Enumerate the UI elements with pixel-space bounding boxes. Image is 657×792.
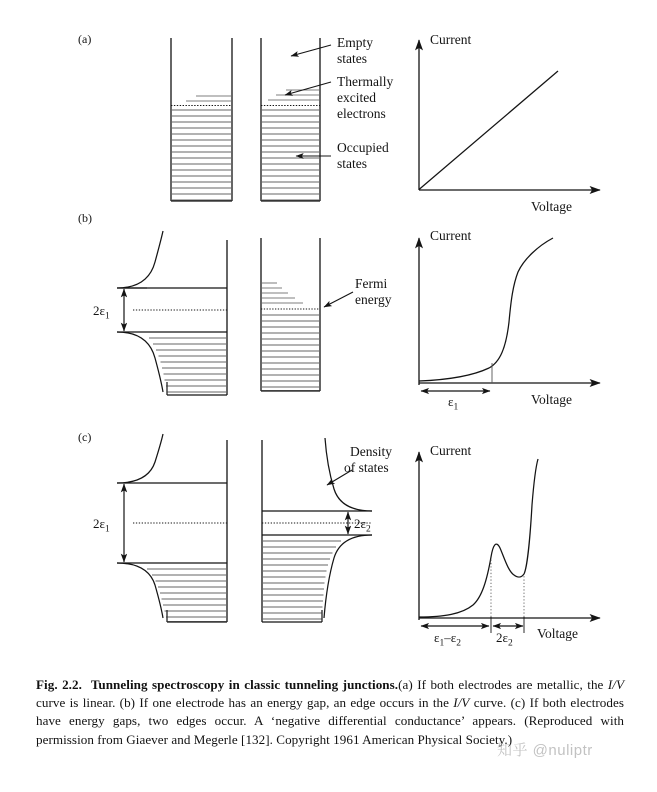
panel-b-left-lower-dos-curve [117,332,163,392]
panel-c-ylabel: Current [430,443,472,458]
panel-b [78,211,600,413]
panel-b-eps1-label: $\varepsilon_1$ [448,394,459,413]
panel-a-right-occupied-states [262,110,319,200]
panel-b-left-occupied-states [149,338,226,392]
panel-b-right-electrode [261,238,320,391]
panel-a-label: (a) [78,32,92,46]
panel-c-iv-curve [419,459,538,617]
panel-b-gap-label: $2\varepsilon_1$ [93,303,110,322]
fermi-energy-line-2: energy [355,292,392,307]
thermally-excited-line-3: electrons [337,106,386,121]
panel-c-xlabel: Voltage [537,626,578,641]
density-of-states-line-1: Density [350,444,392,459]
fermi-energy-line-1: Fermi [355,276,388,291]
panel-c [78,430,600,649]
panel-b-xlabel: Voltage [531,392,572,407]
caption-body-3: curve. (c) If both electrodes have energy gaps, two edges occur. A ‘negative differential conductance’ appears. (Reproduced with permission from Giaever and Megerle [132]. Copyright 1961 American Physical Society.) [36,695,624,747]
thermally-excited-line-1: Thermally [337,74,394,89]
panel-b-left-upper-dos-curve [117,231,163,288]
annotation-occupied-states [296,140,389,171]
panel-a-iv-plot [419,32,600,214]
panel-b-right-excited-states [262,283,303,303]
caption-body-2: curve is linear. (b) If one electrode has an energy gap, an edge occurs in the [36,695,454,711]
caption-figure-number: Fig. 2.2. [36,677,82,692]
figure-caption [36,676,624,749]
panel-a [78,32,600,214]
panel-c-left-upper-dos-curve [117,434,163,483]
panel-a-right-electrode [261,38,320,201]
panel-a-left-excited-states [186,96,231,101]
panel-b-right-occupied-states [262,315,319,391]
thermally-excited-line-2: excited [337,90,376,105]
panel-a-xlabel: Voltage [531,199,572,214]
panel-c-label: (c) [78,430,92,444]
panel-b-iv-plot [419,228,600,413]
empty-states-line-1: Empty [337,35,373,50]
annotation-density-of-states [327,444,392,485]
panel-b-ylabel: Current [430,228,472,243]
occupied-states-line-2: states [337,156,367,171]
panel-a-ylabel: Current [430,32,472,47]
density-of-states-line-2: of states [344,460,389,475]
caption-iv-2: I/V [453,695,470,711]
panel-c-right-lower-dos-curve [324,535,372,618]
panel-c-iv-plot [419,443,600,649]
watermark-text: 知乎 @nuliptr [497,742,593,759]
panel-b-label: (b) [78,211,92,225]
annotation-fermi-energy [324,276,392,307]
caption-body-1: (a) If both electrodes are metallic, the [398,677,608,692]
panel-b-left-electrode [93,231,227,395]
panel-c-left-lower-dos-curve [117,563,163,618]
caption-title: Tunneling spectroscopy in classic tunneling junctions. [90,677,399,692]
annotation-thermally-excited-electrons [285,74,393,121]
panel-c-2eps2-label: $2\varepsilon_2$ [496,630,513,649]
caption-iv-1: I/V [607,677,624,692]
panel-a-left-occupied-states [172,110,231,200]
panel-c-left-electrode [93,434,227,622]
occupied-states-line-1: Occupied [337,140,389,155]
panel-b-iv-curve [419,238,553,381]
caption-text [36,676,624,749]
panel-c-left-occupied-states [147,569,226,622]
panel-a-linear-iv-curve [419,71,558,190]
panel-c-gap1-label: $2\varepsilon_1$ [93,516,110,535]
annotation-empty-states [291,35,373,66]
panel-c-eps1-eps2-label: $\varepsilon_1-\varepsilon_2$ [434,630,461,649]
empty-states-line-2: states [337,51,367,66]
panel-a-right-excited-states [268,90,319,100]
panel-c-gap2-label: $2\varepsilon_2$ [354,516,371,535]
panel-a-left-electrode [171,38,232,201]
